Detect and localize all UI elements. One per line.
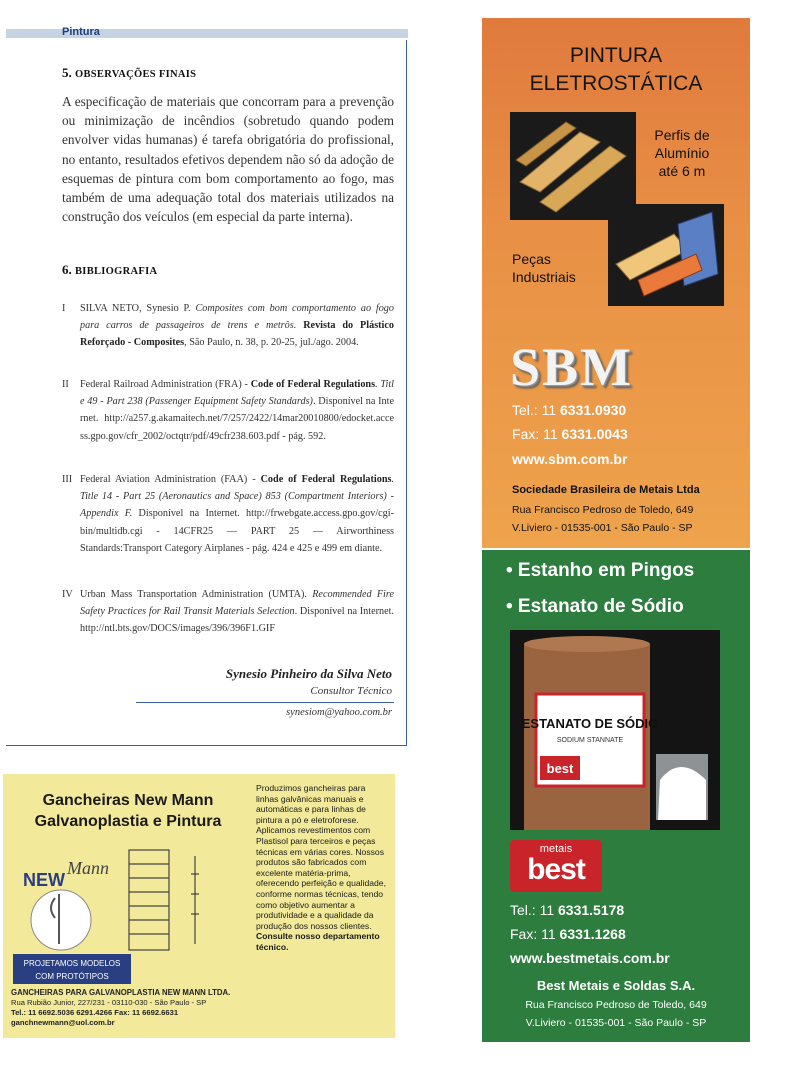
- bottom-divider: [6, 745, 407, 746]
- reference-author: Urban Mass Transportation Administration (UMTA).: [80, 589, 313, 600]
- sbm-fax-label: Fax: 11: [512, 426, 562, 442]
- sbm-phone: [512, 402, 626, 418]
- sbm-pecas-line1: Peças: [512, 251, 551, 267]
- section-5-heading: OBSERVAÇÕES FINAIS: [75, 69, 197, 80]
- sbm-address-line2: V.Liviero - 01535-001 - São Paulo - SP: [512, 522, 693, 534]
- reference-number: II: [62, 379, 69, 390]
- sbm-phone-label: Tel.: 11: [512, 402, 560, 418]
- reference-number: III: [62, 474, 73, 485]
- reference-title: Code of Federal Regulations: [260, 474, 392, 485]
- newmann-tag-line1: PROJETAMOS MODELOS: [23, 959, 121, 968]
- sbm-fax: [512, 426, 628, 442]
- reference-author: Federal Railroad Administration (FRA) -: [80, 379, 251, 390]
- best-logo-main: best: [527, 853, 585, 886]
- newmann-logo: [19, 834, 249, 957]
- reference-title: Code of Federal Regulations: [250, 379, 376, 390]
- newmann-tagline: [13, 954, 131, 984]
- best-fax-label: Fax: 11: [510, 926, 560, 942]
- section-5-body: A especificação de materiais que concorram para a prevenção ou minimização de incêndios (sobretudo quando podem envolver vidas humanas) é tarefa obrigatória do profissional, no entanto, resultados efetivos dependem não só da adoção de esquemas de pintura com bom comportamento ao fogo, mas também de uma adequação total dos materiais utilizados na construção dos veículos (em especial da parte interna).: [62, 94, 394, 225]
- sbm-perfis-line3: até 6 m: [658, 163, 706, 179]
- svg-text:NEW: NEW: [23, 870, 65, 890]
- section-5-number: 5.: [62, 65, 72, 80]
- ad-sbm: [482, 18, 750, 548]
- newmann-title-line1: Gancheiras New Mann: [42, 792, 214, 809]
- section-label: Pintura: [62, 26, 100, 38]
- reference-details: , São Paulo, n. 38, p. 20-25, jul./ago. 2004.: [184, 337, 359, 349]
- author-divider: [136, 702, 394, 703]
- best-phone-label: Tel.: 11: [510, 902, 558, 918]
- section-6-number: 6.: [62, 262, 72, 277]
- sbm-address-line1: Rua Francisco Pedroso de Toledo, 649: [512, 504, 694, 516]
- author-name: Synesio Pinheiro da Silva Neto: [225, 666, 392, 681]
- sbm-phone-number: 6331.0930: [560, 402, 627, 418]
- newmann-email: ganchnewmann@uol.com.br: [11, 1018, 115, 1027]
- best-fax-number: 6331.1268: [559, 926, 626, 942]
- best-fax: [510, 926, 626, 942]
- reference-item: [62, 300, 394, 352]
- newmann-rack-illustration: [19, 834, 249, 952]
- best-phone: [510, 902, 624, 918]
- drum-label-sub: SODIUM STANNATE: [556, 737, 624, 744]
- author-role: Consultor Técnico: [310, 685, 392, 697]
- newmann-phone: Tel.: 11 6692.5036 6291.4266 Fax: 11 6692.6631: [11, 1008, 179, 1017]
- reference-title: Recommended Fire Safety Practices for Rail Transit Materials Selection: [80, 589, 394, 618]
- column-divider: [406, 40, 407, 746]
- sbm-website: www.sbm.com.br: [512, 451, 628, 467]
- best-address-line2: V.Liviero - 01535-001 - São Paulo - SP: [525, 1017, 707, 1029]
- product-drum-photo: [510, 630, 720, 830]
- sbm-perfis-line1: Perfis de: [654, 127, 710, 143]
- best-website: www.bestmetais.com.br: [510, 950, 670, 966]
- section-6-heading: BIBLIOGRAFIA: [75, 266, 158, 277]
- newmann-description: [256, 783, 388, 953]
- sbm-perfis-line2: Alumínio: [654, 145, 710, 161]
- sbm-parts-caption: [512, 250, 576, 286]
- sbm-company: Sociedade Brasileira de Metais Ltda: [512, 484, 700, 496]
- section-5-title: [62, 65, 196, 81]
- best-logo-top: metais: [539, 843, 573, 855]
- newmann-cta: Consulte nosso departamento técnico.: [256, 931, 380, 952]
- sbm-title-line1: PINTURA: [569, 44, 663, 67]
- newmann-title-line2: Galvanoplastia e Pintura: [34, 813, 222, 830]
- author-email: synesiom@yahoo.com.br: [286, 707, 392, 718]
- drum-label-main: ESTANATO DE SÓDIO: [521, 716, 659, 731]
- reference-details: Disponível na Internet. http://ntl.bts.gov/DOCS/images/396/396F1.GIF: [80, 606, 394, 635]
- drum-label-brand: best: [546, 761, 574, 776]
- ad-best: [482, 550, 750, 1042]
- reference-author: SILVA NETO, Synesio P.: [80, 303, 196, 314]
- sbm-title: [482, 42, 750, 98]
- svg-text:Mann: Mann: [67, 858, 109, 878]
- newmann-company: GANCHEIRAS PARA GALVANOPLASTIA NEW MANN LTDA.: [11, 988, 231, 997]
- newmann-tag-line2: COM PROTÓTIPOS: [35, 972, 109, 981]
- reference-journal: Revista do Plástico Reforçado - Composites: [80, 320, 394, 349]
- best-company: Best Metais e Soldas S.A.: [536, 978, 696, 993]
- reference-item: [62, 586, 394, 638]
- best-address-line1: Rua Francisco Pedroso de Toledo, 649: [525, 999, 707, 1011]
- best-phone-number: 6331.5178: [558, 902, 625, 918]
- best-product-2: • Estanato de Sódio: [506, 596, 684, 617]
- ad-newmann: [3, 774, 395, 1038]
- reference-subtitle: . Title 14 - Part 25 (Aeronautics and Space) 853 (Compartment Interiors) - Appendix F.: [80, 474, 394, 520]
- reference-details: . Disponível na Internet. http://a257.g.akamaitech.net/7/257/2422/14mar20010800/edocket.access.gpo.gov/cfr_2002/octqtr/pdf/49cfr238.603.pdf - pág. 592.: [80, 396, 394, 442]
- reference-author: Federal Aviation Administration (FAA) -: [80, 474, 261, 485]
- background-watermark: [412, 40, 482, 220]
- reference-details: Disponível na Internet. http://frwebgate.access.gpo.gov/cgi-bin/multidb.cgi - 14CFR25 — PART 25 — Airworthiness Standards:Transport Category Airplanes - pág. 424 e 425 e 499 em diante.: [80, 508, 394, 554]
- industrial-parts-photo: [608, 204, 724, 306]
- best-metais-logo: [510, 840, 602, 892]
- reference-number: I: [62, 303, 66, 314]
- newmann-address: Rua Rubião Junior, 227/231 - 03110-030 - São Paulo - SP: [11, 998, 207, 1007]
- section-6-title: [62, 262, 157, 278]
- sbm-logo: SBM: [510, 337, 634, 397]
- sbm-pecas-line2: Industriais: [512, 269, 576, 285]
- reference-number: IV: [62, 589, 73, 600]
- newmann-title: [3, 790, 253, 832]
- reference-item: [62, 471, 394, 557]
- sbm-fax-number: 6331.0043: [561, 426, 628, 442]
- reference-item: [62, 376, 394, 445]
- reference-title: Composites com bom comportamento ao fogo para carros de passageiros de trens e metrôs.: [80, 303, 394, 332]
- best-product-1: • Estanho em Pingos: [506, 560, 695, 581]
- sbm-title-line2: ELETROSTÁTICA: [529, 72, 703, 95]
- reference-subtitle: . Title 49 - Part 238 (Passenger Equipment Safety Standards): [80, 379, 394, 408]
- sbm-profiles-caption: [632, 126, 732, 180]
- reference-punct: .: [294, 606, 298, 618]
- newmann-description-text: Produzimos gancheiras para linhas galvânicas manuais e automáticas e para linhas de pintura a pó e eletroforese. Aplicamos revestimentos com Plastisol para terceiros e peças técnicas em várias cores. Nossos produtos são fabricados com excelente matéria-prima, oferecendo perfeição e qualidade, conforme normas técnicas, tendo como objetivo aumentar a produtividade e a qualidade da produção dos nossos clientes.: [256, 783, 386, 931]
